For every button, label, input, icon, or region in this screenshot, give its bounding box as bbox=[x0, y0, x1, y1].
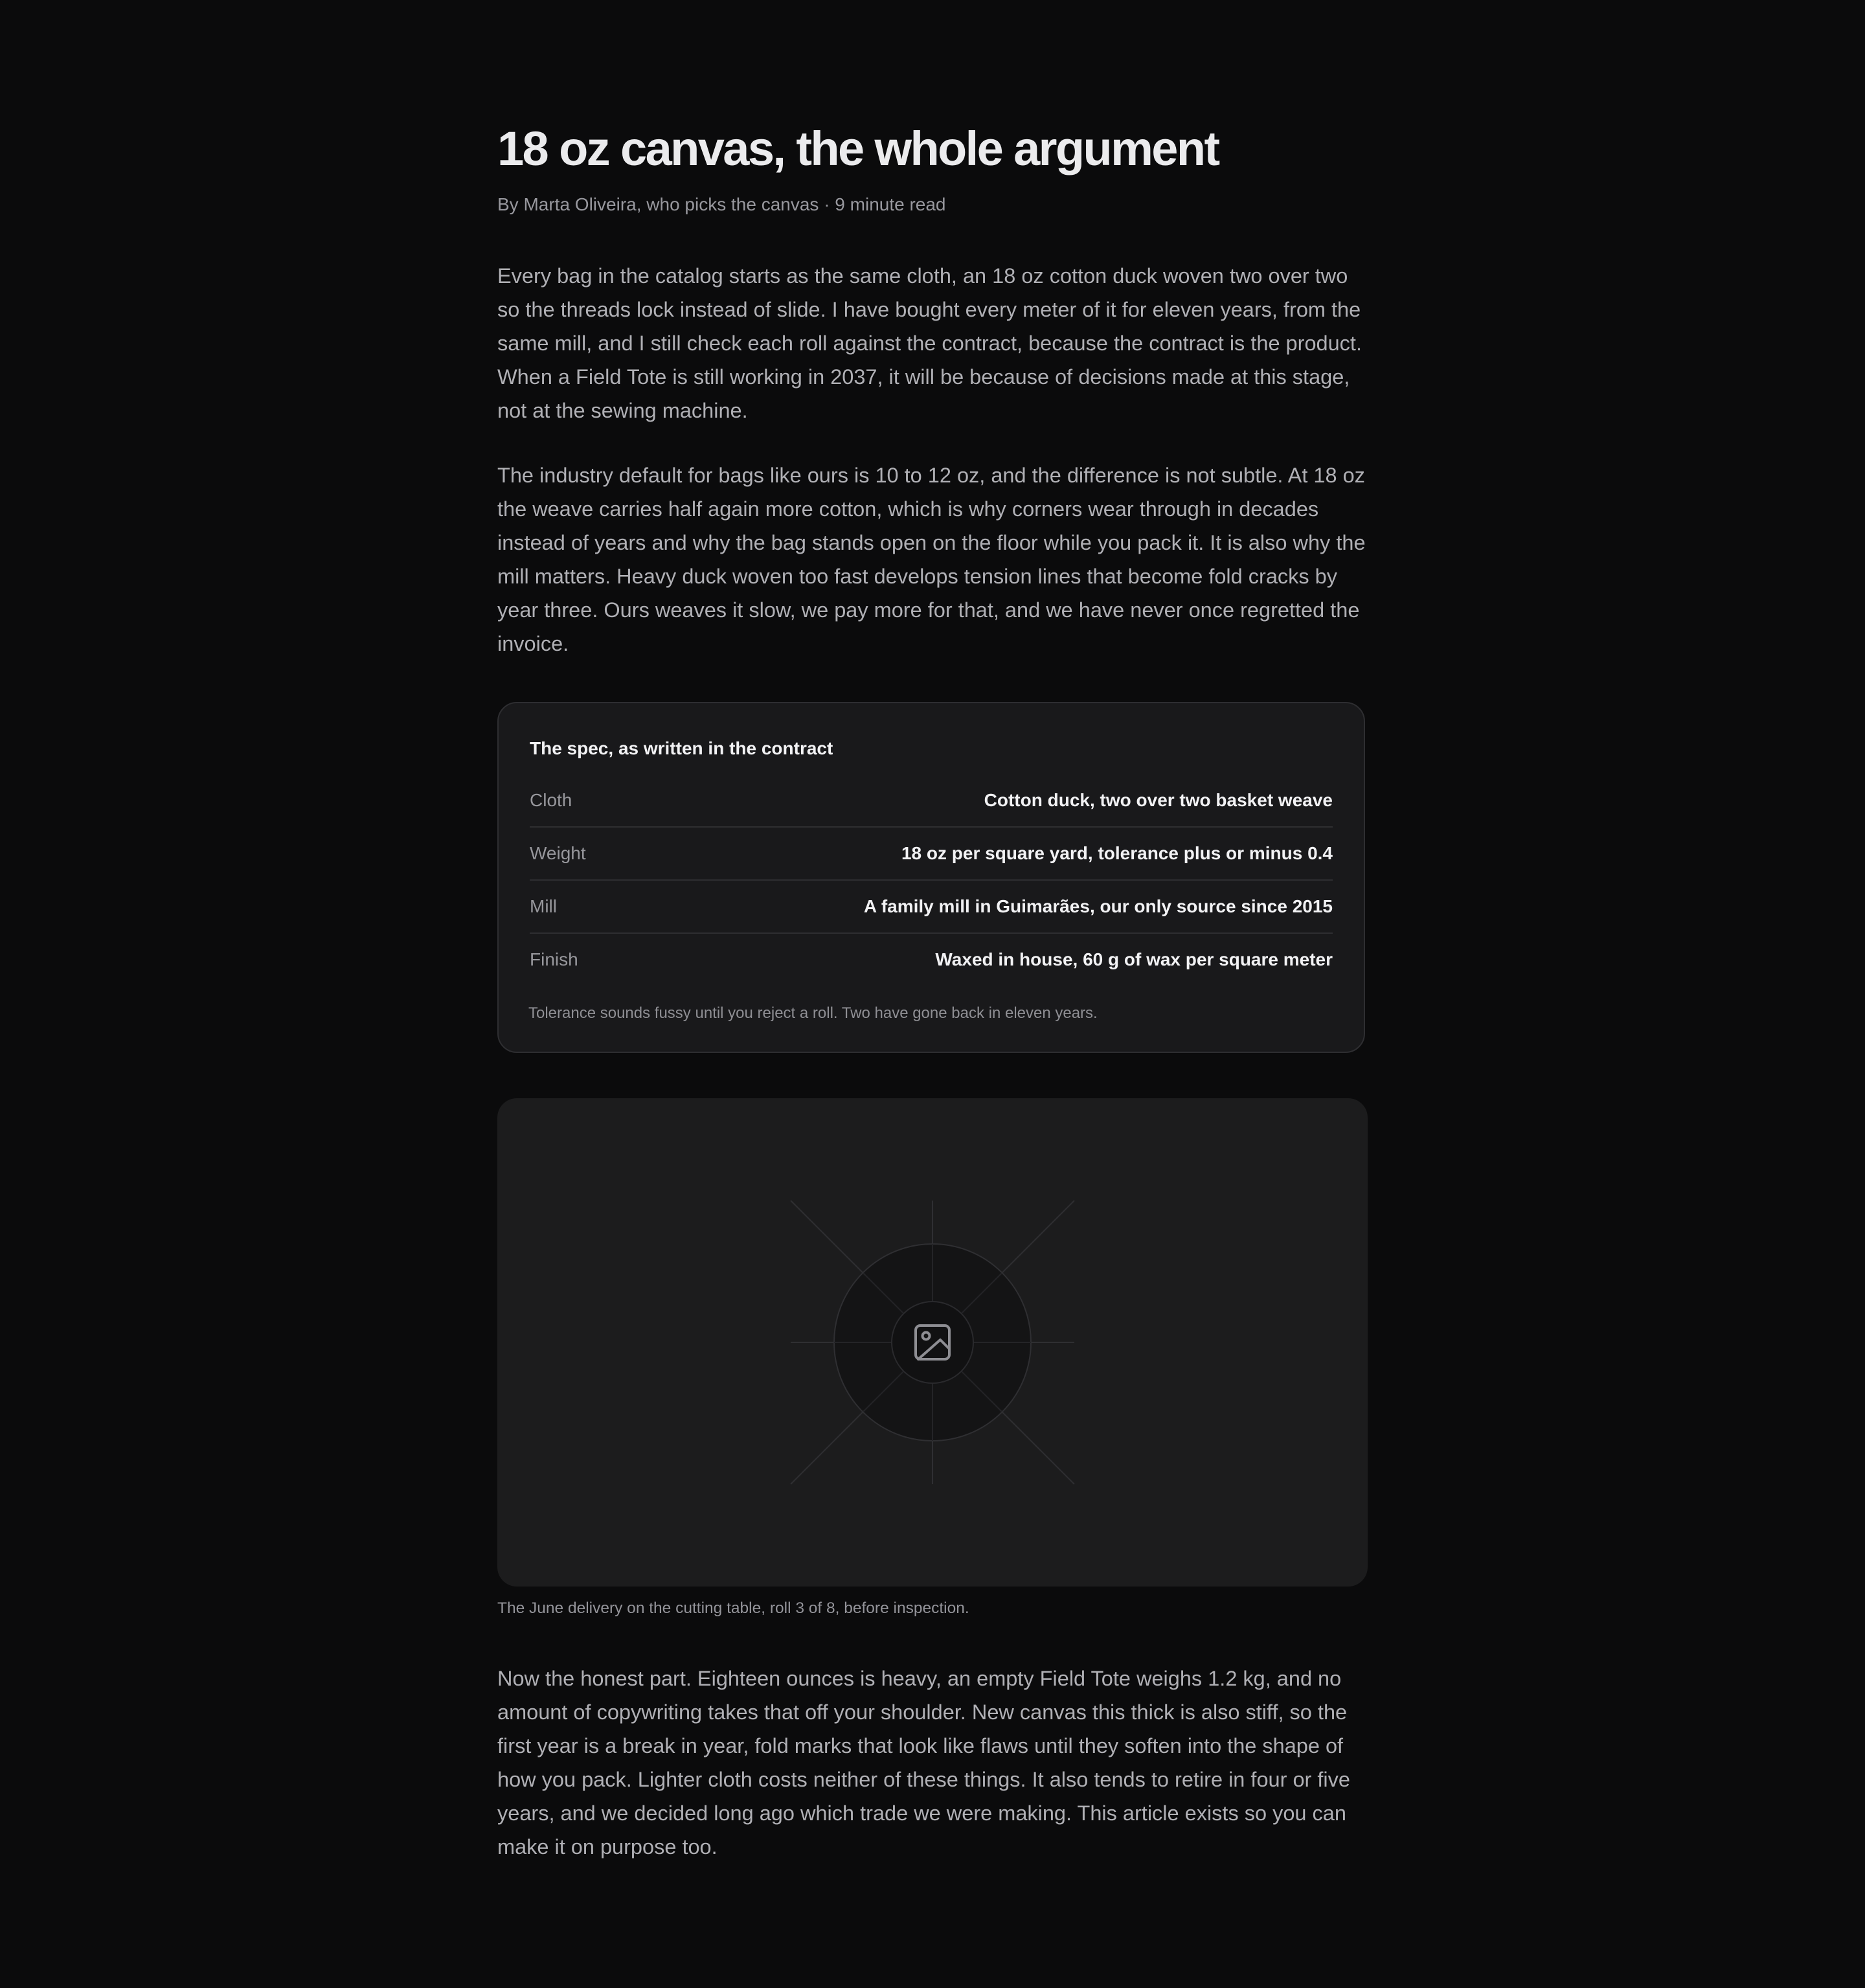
spec-note: Tolerance sounds fussy until you reject a roll. Two have gone back in eleven years. bbox=[528, 1004, 1098, 1022]
placeholder-inner-circle bbox=[892, 1302, 973, 1383]
spec-row bbox=[530, 881, 1333, 934]
spec-row bbox=[530, 828, 1333, 881]
spec-row bbox=[530, 774, 1333, 828]
spec-label: Mill bbox=[530, 896, 557, 916]
spec-value: Waxed in house, 60 g of wax per square meter bbox=[935, 949, 1333, 969]
article-paragraph: Every bag in the catalog starts as the same cloth, an 18 oz cotton duck woven two over two so the threads lock instead of slide. I have bought every meter of it for eleven years, from the same mill, and I still check each roll against the contract, because the contract is the product. When a Field Tote is still working in 2037, it will be because of decisions made at this stage, not at the sewing machine. bbox=[497, 264, 1362, 422]
spec-row bbox=[530, 934, 1333, 986]
spec-value: Cotton duck, two over two basket weave bbox=[984, 790, 1333, 810]
spec-label: Cloth bbox=[530, 790, 572, 810]
article-paragraph: Now the honest part. Eighteen ounces is heavy, an empty Field Tote weighs 1.2 kg, and no amount of copywriting takes that off your shoulder. New canvas this thick is also stiff, so the first year is a break in year, fold marks that look like flaws until they soften into the shape of how you pack. Lighter cloth costs neither of these things. It also tends to retire in four or five years, and we decided long ago which trade we were making. This article exists so you can make it on purpose too. bbox=[497, 1667, 1350, 1858]
image-placeholder bbox=[497, 1098, 1368, 1587]
spec-value: 18 oz per square yard, tolerance plus or minus 0.4 bbox=[901, 843, 1333, 863]
article-title: 18 oz canvas, the whole argument bbox=[497, 122, 1219, 175]
spec-card bbox=[497, 702, 1365, 1053]
article-byline: By Marta Oliveira, who picks the canvas · 9 minute read bbox=[497, 194, 946, 214]
figure-caption: The June delivery on the cutting table, roll 3 of 8, before inspection. bbox=[497, 1599, 969, 1617]
spec-value: A family mill in Guimarães, our only source since 2015 bbox=[863, 896, 1333, 916]
spec-title: The spec, as written in the contract bbox=[530, 738, 833, 758]
placeholder-graphic bbox=[497, 1098, 1368, 1587]
spec-label: Weight bbox=[530, 843, 586, 863]
article-paragraph: The industry default for bags like ours is 10 to 12 oz, and the difference is not subtle. At 18 oz the weave carries half again more cotton, which is why corners wear through in decades instead of years and why the bag stands open on the floor while you pack it. It is also why the mill matters. Heavy duck woven too fast develops tension lines that become fold cracks by year three. Ours weaves it slow, we pay more for that, and we have never once regretted the invoice. bbox=[497, 464, 1366, 655]
spec-table bbox=[530, 774, 1333, 986]
spec-label: Finish bbox=[530, 949, 578, 969]
